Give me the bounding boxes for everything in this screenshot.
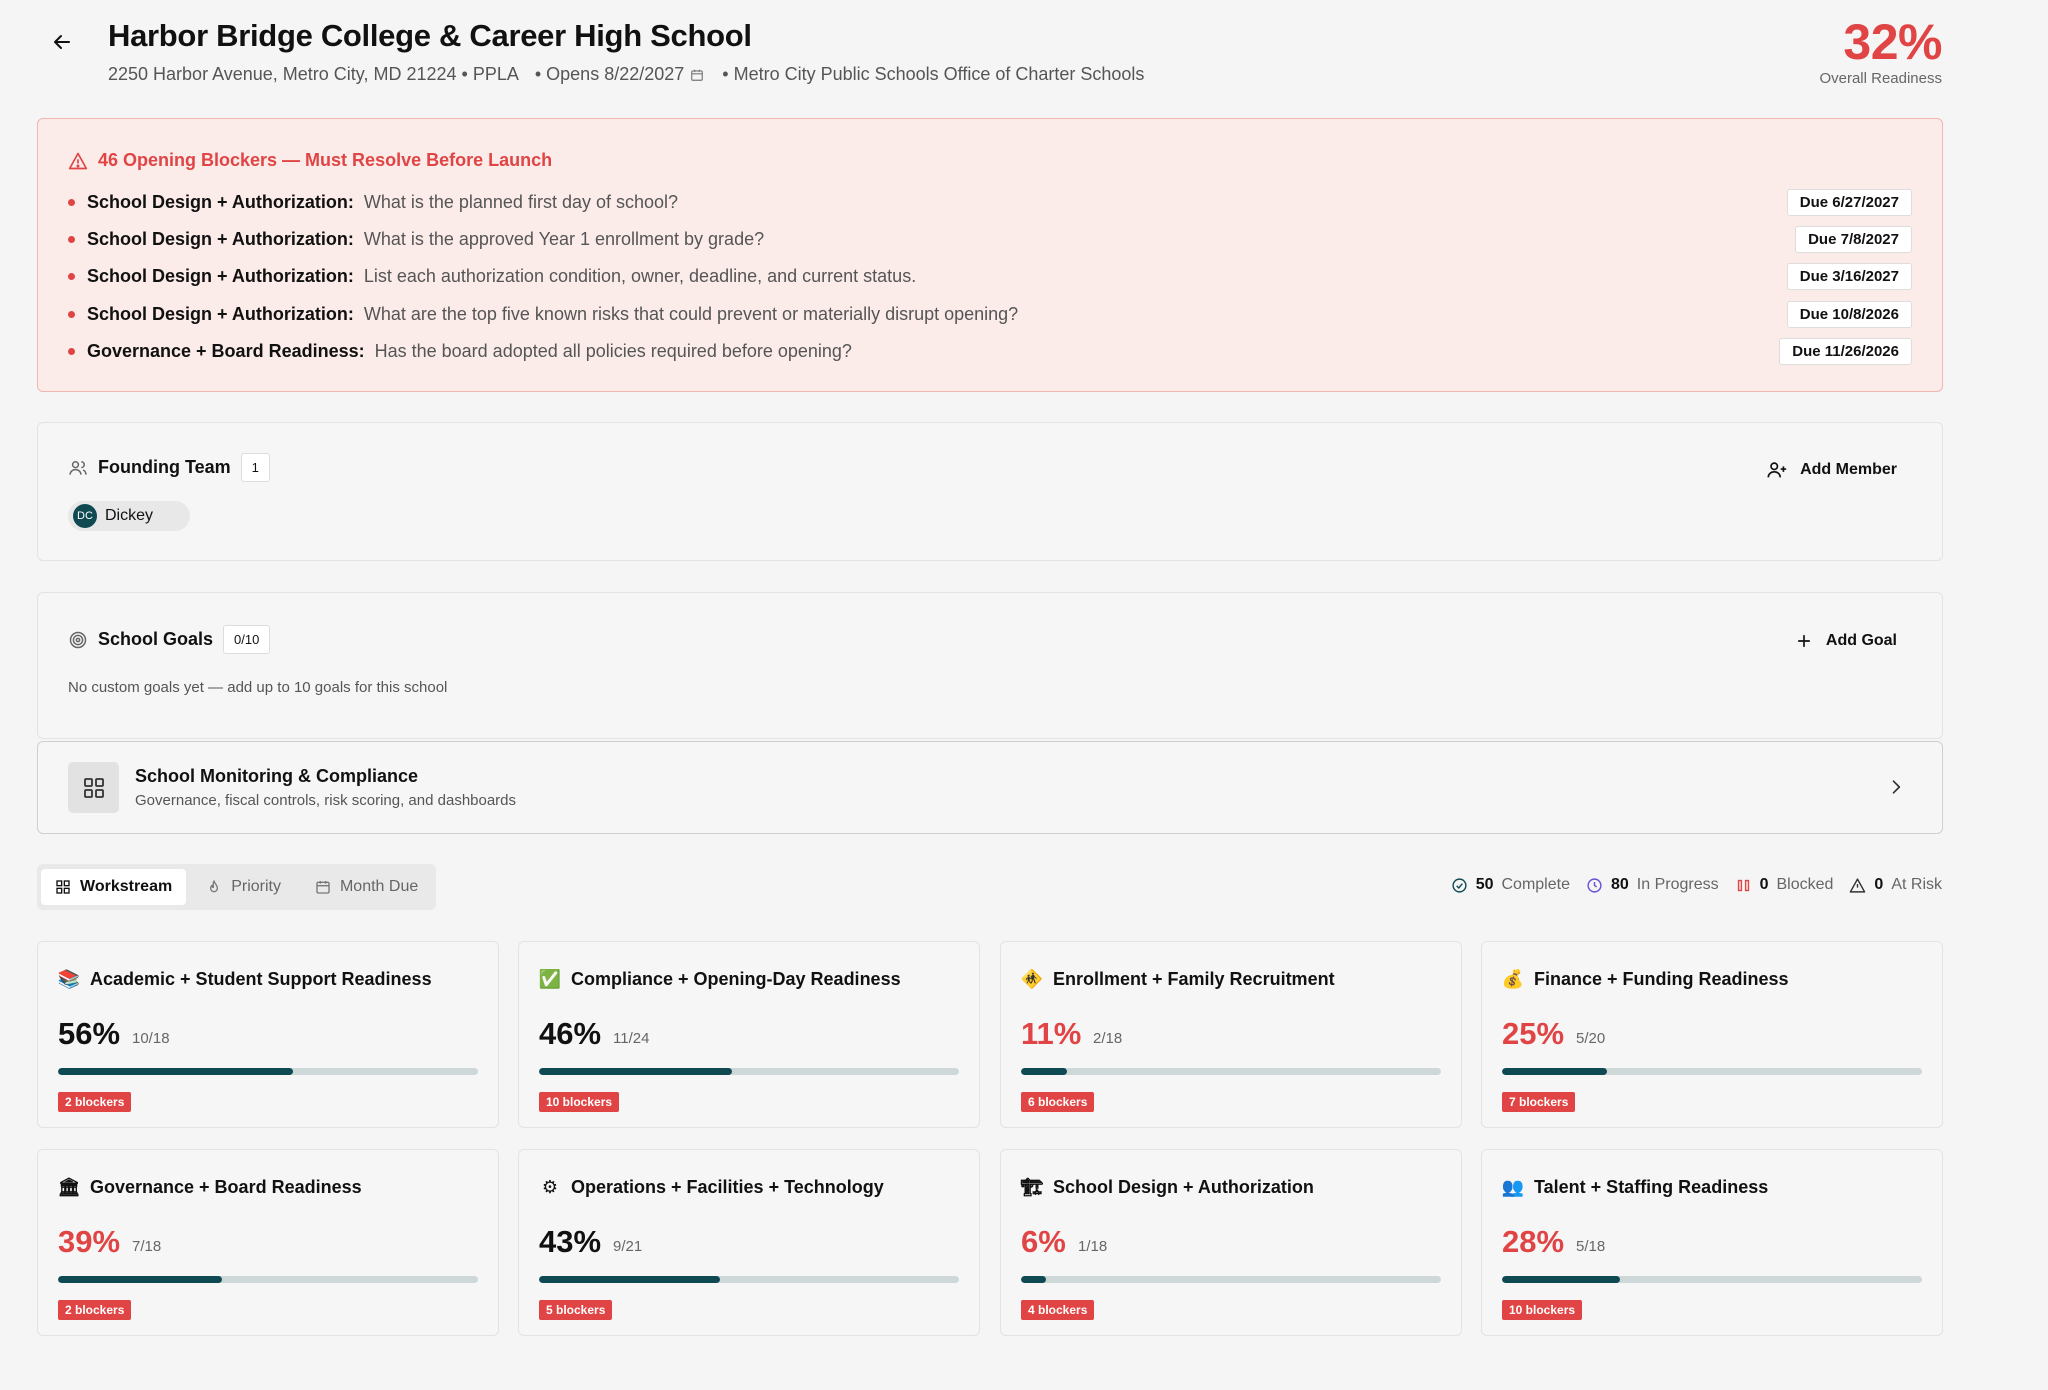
workstream-percent: 46% xyxy=(539,1016,602,1051)
check-circle-icon xyxy=(1451,877,1468,894)
status-summary xyxy=(1451,876,1942,894)
page-title: Harbor Bridge College & Career High School xyxy=(108,18,752,53)
stat-at-risk-label: At Risk xyxy=(1891,876,1942,893)
avatar: DC xyxy=(73,504,97,528)
blocker-row[interactable] xyxy=(68,187,1912,217)
workstream-icon: 💰 xyxy=(1501,968,1525,990)
stat-complete-label: Complete xyxy=(1501,876,1570,893)
workstream-icon: ⚙ xyxy=(541,1176,559,1198)
blockers-badge: 10 blockers xyxy=(539,1092,619,1112)
workstream-title xyxy=(1021,968,1335,990)
workstream-title xyxy=(1021,1176,1314,1198)
workstream-fraction: 2/18 xyxy=(1093,1030,1123,1047)
tab-priority[interactable] xyxy=(192,869,295,905)
workstream-fraction: 5/18 xyxy=(1576,1238,1606,1255)
workstream-card[interactable] xyxy=(518,941,980,1128)
school-goals-header xyxy=(68,625,270,654)
user-plus-icon xyxy=(1766,459,1788,481)
clock-icon xyxy=(1586,877,1603,894)
workstream-percent: 25% xyxy=(1502,1016,1565,1051)
progress-bar xyxy=(539,1276,959,1283)
grouping-tabs xyxy=(37,864,436,910)
blocker-workstream: School Design + Authorization: xyxy=(87,191,354,212)
workstream-card[interactable] xyxy=(518,1149,980,1336)
stat-in-progress-label: In Progress xyxy=(1636,876,1719,893)
workstream-card[interactable] xyxy=(1000,941,1462,1128)
blocker-row[interactable] xyxy=(68,336,1912,366)
workstream-fraction: 10/18 xyxy=(132,1030,170,1047)
workstream-card[interactable] xyxy=(37,941,499,1128)
founding-team-header xyxy=(68,453,270,482)
progress-bar xyxy=(1502,1068,1922,1075)
blockers-badge: 10 blockers xyxy=(1502,1300,1582,1320)
progress-fill xyxy=(539,1276,720,1283)
progress-bar xyxy=(58,1068,478,1075)
workstream-fraction: 7/18 xyxy=(132,1238,162,1255)
progress-bar xyxy=(1502,1276,1922,1283)
monitoring-description: Governance, fiscal controls, risk scoring, and dashboards xyxy=(135,792,517,809)
stat-complete xyxy=(1451,876,1570,894)
stat-at-risk-value: 0 xyxy=(1874,876,1884,893)
workstream-name: Governance + Board Readiness xyxy=(90,1176,362,1197)
blocker-question: What is the approved Year 1 enrollment by grade? xyxy=(363,228,765,249)
workstream-card[interactable] xyxy=(1481,1149,1943,1336)
blockers-badge: 2 blockers xyxy=(58,1092,131,1112)
tab-month-due[interactable] xyxy=(301,869,432,905)
progress-fill xyxy=(1502,1068,1607,1075)
monitoring-compliance-link[interactable] xyxy=(37,741,1943,834)
blocker-workstream: School Design + Authorization: xyxy=(87,228,354,249)
progress-fill xyxy=(1021,1068,1067,1075)
monitoring-title: School Monitoring & Compliance xyxy=(135,766,418,786)
workstream-title xyxy=(58,968,432,990)
bullet-dot xyxy=(68,199,75,206)
workstream-percent: 11% xyxy=(1021,1016,1082,1051)
due-date-badge: Due 3/16/2027 xyxy=(1787,263,1912,290)
stat-at-risk xyxy=(1849,876,1942,894)
calendar-icon[interactable] xyxy=(690,68,704,82)
due-date-badge: Due 6/27/2027 xyxy=(1787,189,1912,216)
workstream-name: Enrollment + Family Recruitment xyxy=(1053,968,1335,989)
add-member-button[interactable] xyxy=(1766,459,1897,481)
add-member-label: Add Member xyxy=(1800,461,1897,478)
workstream-icon: ✅ xyxy=(538,968,562,990)
workstream-percent: 28% xyxy=(1502,1224,1565,1259)
workstream-fraction: 9/21 xyxy=(613,1238,643,1255)
tab-workstream-label: Workstream xyxy=(80,878,173,895)
overall-readiness-label: Overall Readiness xyxy=(1819,70,1942,87)
blocker-row[interactable] xyxy=(68,224,1912,254)
workstream-percent: 43% xyxy=(539,1224,602,1259)
stat-complete-value: 50 xyxy=(1475,876,1494,893)
workstream-name: Finance + Funding Readiness xyxy=(1534,968,1789,989)
workstream-name: Compliance + Opening-Day Readiness xyxy=(571,968,901,989)
founding-team-card xyxy=(37,422,1943,561)
workstream-icon: 📚 xyxy=(57,968,81,990)
progress-fill xyxy=(1502,1276,1620,1283)
school-meta xyxy=(108,64,1144,85)
warning-icon xyxy=(68,151,88,171)
school-address: 2250 Harbor Avenue, Metro City, MD 21224 • PPLA xyxy=(108,64,519,84)
add-goal-button[interactable] xyxy=(1794,631,1897,651)
workstream-title xyxy=(539,968,901,990)
blocker-row[interactable] xyxy=(68,261,1912,291)
workstream-title xyxy=(1502,1176,1768,1198)
tab-month-due-label: Month Due xyxy=(339,878,419,895)
workstream-title xyxy=(539,1176,884,1198)
due-date-badge: Due 11/26/2026 xyxy=(1779,338,1912,365)
stat-blocked xyxy=(1735,876,1834,894)
pause-bars-icon xyxy=(1735,877,1752,894)
blocker-workstream: School Design + Authorization: xyxy=(87,265,354,286)
workstream-title xyxy=(1502,968,1789,990)
workstream-icon: 🏗 xyxy=(1020,1176,1044,1198)
arrow-left-icon xyxy=(50,30,74,54)
member-name: Dickey xyxy=(105,507,154,524)
team-count-badge: 1 xyxy=(241,453,270,482)
progress-bar xyxy=(1021,1068,1441,1075)
stat-in-progress-value: 80 xyxy=(1610,876,1629,893)
due-date-badge: Due 10/8/2026 xyxy=(1787,301,1912,328)
target-icon xyxy=(68,630,88,650)
progress-fill xyxy=(1021,1276,1046,1283)
opening-blockers-panel xyxy=(37,118,1943,392)
progress-bar xyxy=(58,1276,478,1283)
bullet-dot xyxy=(68,236,75,243)
founding-team-title: Founding Team xyxy=(98,457,231,477)
bullet-dot xyxy=(68,273,75,280)
school-goals-title: School Goals xyxy=(98,629,214,649)
workstream-name: School Design + Authorization xyxy=(1053,1176,1314,1197)
blocker-question: What are the top five known risks that could prevent or materially disrupt opening? xyxy=(363,303,1019,324)
workstream-fraction: 1/18 xyxy=(1078,1238,1108,1255)
chevron-right-icon xyxy=(1886,777,1906,797)
overall-readiness-value: 32% xyxy=(1843,14,1942,70)
dashboard-grid-icon xyxy=(68,762,119,813)
workstream-icon: 🏛 xyxy=(57,1176,81,1198)
blocker-workstream: Governance + Board Readiness: xyxy=(87,340,365,361)
member-chip[interactable] xyxy=(68,501,190,531)
blockers-badge: 5 blockers xyxy=(539,1300,612,1320)
goals-count-badge: 0/10 xyxy=(223,625,270,654)
tab-workstream[interactable] xyxy=(41,869,186,905)
workstream-card[interactable] xyxy=(1000,1149,1462,1336)
workstream-percent: 6% xyxy=(1021,1224,1066,1259)
flame-icon xyxy=(206,879,222,895)
progress-fill xyxy=(539,1068,732,1075)
blockers-heading xyxy=(68,150,552,171)
back-button[interactable] xyxy=(50,30,74,54)
blocker-row[interactable] xyxy=(68,299,1912,329)
blocker-question: List each authorization condition, owner, deadline, and current status. xyxy=(363,265,917,286)
blocker-question: What is the planned first day of school? xyxy=(363,191,679,212)
workstream-card[interactable] xyxy=(37,1149,499,1336)
due-date-badge: Due 7/8/2027 xyxy=(1795,226,1912,253)
workstream-name: Academic + Student Support Readiness xyxy=(90,968,432,989)
bullet-dot xyxy=(68,348,75,355)
grid-icon xyxy=(55,879,71,895)
progress-bar xyxy=(539,1068,959,1075)
blockers-heading-text: 46 Opening Blockers — Must Resolve Before Launch xyxy=(98,150,553,170)
add-goal-label: Add Goal xyxy=(1825,632,1897,649)
blockers-badge: 2 blockers xyxy=(58,1300,131,1320)
blockers-badge: 4 blockers xyxy=(1021,1300,1094,1320)
workstream-name: Operations + Facilities + Technology xyxy=(571,1176,884,1197)
open-date: • Opens 8/22/2027 xyxy=(534,64,685,84)
workstream-percent: 56% xyxy=(58,1016,121,1051)
stat-blocked-label: Blocked xyxy=(1776,876,1834,893)
progress-fill xyxy=(58,1068,293,1075)
workstream-percent: 39% xyxy=(58,1224,121,1259)
progress-fill xyxy=(58,1276,222,1283)
plus-icon xyxy=(1794,631,1814,651)
progress-bar xyxy=(1021,1276,1441,1283)
workstream-card[interactable] xyxy=(1481,941,1943,1128)
calendar-icon xyxy=(315,879,331,895)
workstream-name: Talent + Staffing Readiness xyxy=(1534,1176,1769,1197)
blockers-badge: 7 blockers xyxy=(1502,1092,1575,1112)
bullet-dot xyxy=(68,311,75,318)
users-icon xyxy=(68,458,88,478)
workstream-icon: 🚸 xyxy=(1020,968,1044,990)
school-goals-card xyxy=(37,592,1943,739)
goals-empty-message: No custom goals yet — add up to 10 goals for this school xyxy=(68,679,448,696)
blocker-question: Has the board adopted all policies required before opening? xyxy=(374,340,852,361)
workstream-fraction: 5/20 xyxy=(1576,1030,1606,1047)
workstream-title xyxy=(58,1176,362,1198)
overall-readiness xyxy=(1819,14,1942,87)
blocker-workstream: School Design + Authorization: xyxy=(87,303,354,324)
blockers-badge: 6 blockers xyxy=(1021,1092,1094,1112)
tab-priority-label: Priority xyxy=(231,878,281,895)
warning-icon xyxy=(1849,877,1866,894)
stat-in-progress xyxy=(1586,876,1719,894)
workstream-fraction: 11/24 xyxy=(613,1030,650,1047)
workstream-icon: 👥 xyxy=(1501,1176,1525,1198)
stat-blocked-value: 0 xyxy=(1759,876,1769,893)
authorizer: • Metro City Public Schools Office of Charter Schools xyxy=(722,64,1145,84)
